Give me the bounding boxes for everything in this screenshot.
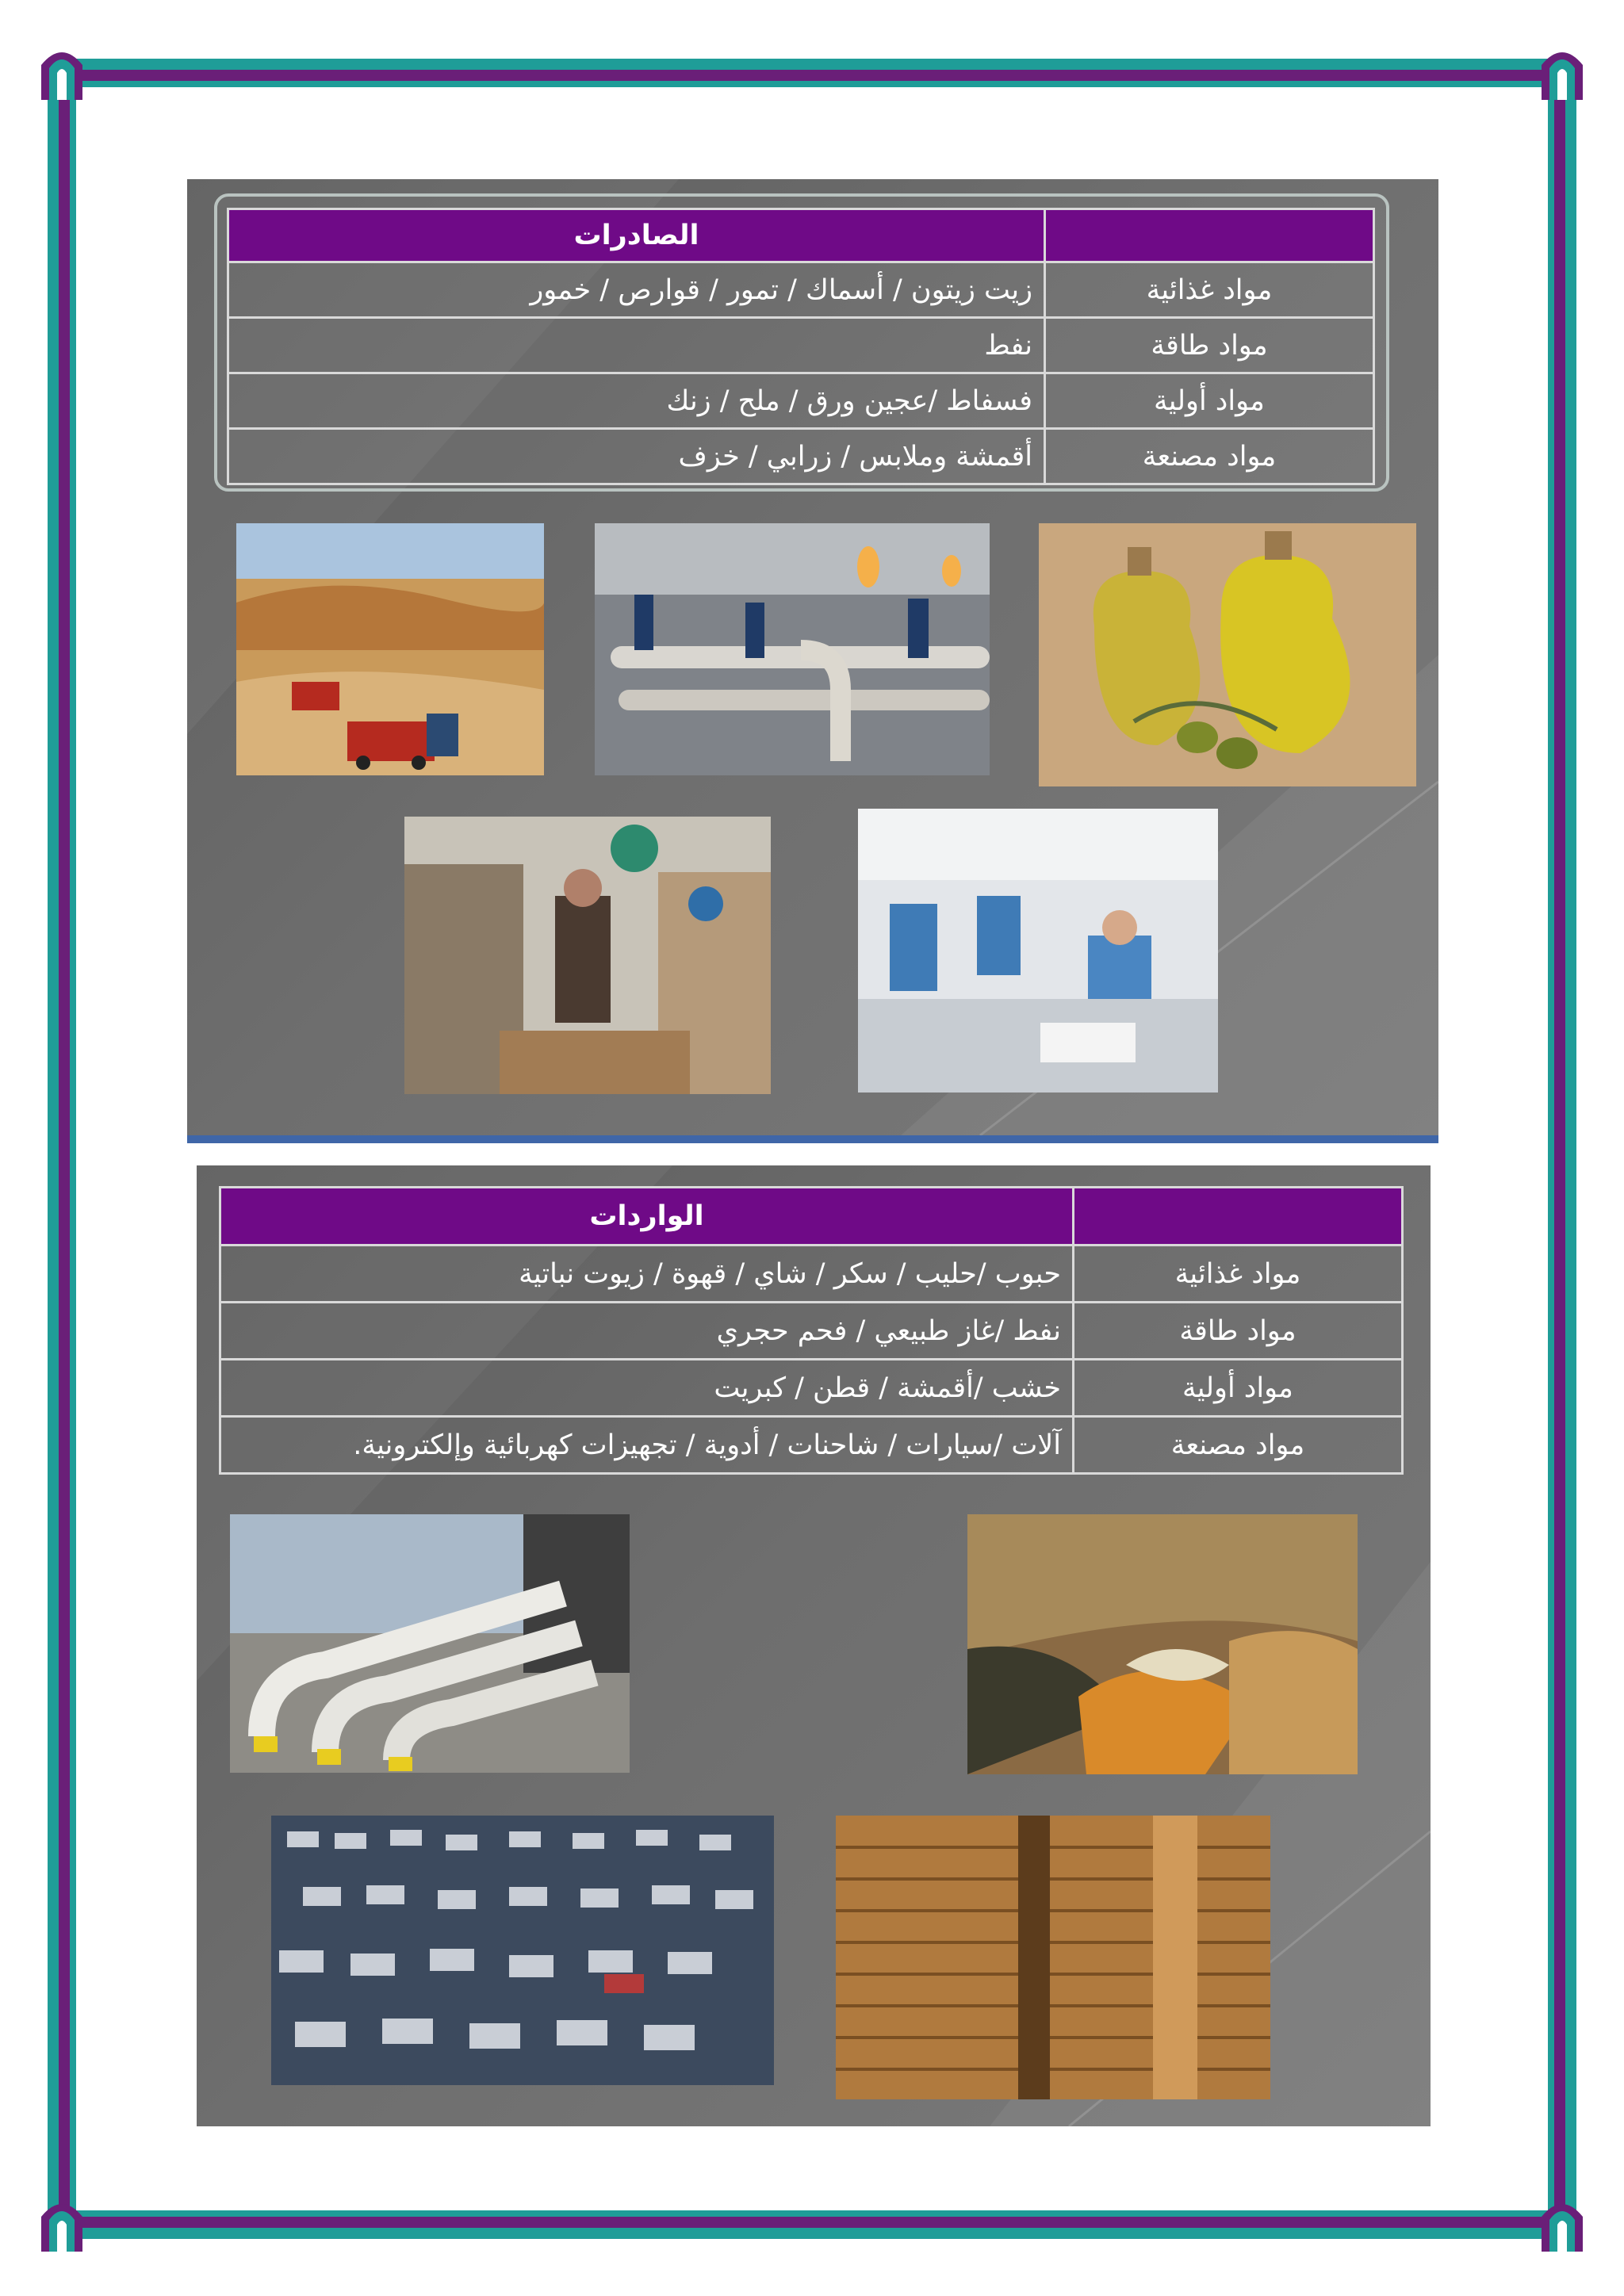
grains-photo (967, 1514, 1358, 1774)
table-row (220, 1417, 1403, 1474)
imports-category: مواد غذائية (1074, 1246, 1403, 1303)
imports-category: مواد طاقة (1074, 1303, 1403, 1360)
imports-items: نفط /غاز طبيعي / فحم حجري (220, 1303, 1074, 1360)
exports-category: مواد مصنعة (1045, 429, 1374, 484)
gas-pipeline-photo (230, 1514, 630, 1773)
corner-ornament-top-right (1538, 44, 1586, 100)
table-row (220, 1246, 1403, 1303)
oil-field-workers-photo (595, 523, 990, 775)
table-row (220, 1360, 1403, 1417)
pottery-artisan-photo (404, 817, 771, 1094)
imports-title: الواردات (220, 1188, 1074, 1246)
table-row (220, 1303, 1403, 1360)
table-row (228, 262, 1374, 318)
exports-items: أقمشة وملابس / زرابي / خزف (228, 429, 1045, 484)
imports-category: مواد مصنعة (1074, 1417, 1403, 1474)
olive-oil-photo (1039, 523, 1416, 786)
parked-cars-photo (271, 1816, 774, 2085)
corner-ornament-bottom-left (38, 2196, 86, 2252)
table-row (228, 373, 1374, 429)
imports-header-empty-cell (1074, 1188, 1403, 1246)
exports-title: الصادرات (228, 209, 1045, 262)
imports-table (219, 1186, 1404, 1475)
table-row (228, 429, 1374, 484)
exports-header-empty-cell (1045, 209, 1374, 262)
lumber-photo (836, 1816, 1270, 2099)
table-row (228, 318, 1374, 373)
imports-category: مواد أولية (1074, 1360, 1403, 1417)
corner-ornament-top-left (38, 44, 86, 100)
exports-items: نفط (228, 318, 1045, 373)
corner-ornament-bottom-right (1538, 2196, 1586, 2252)
imports-items: آلات /سيارات / شاحنات / أدوية / تجهيزات كهربائية وإلكترونية. (220, 1417, 1074, 1474)
textile-factory-photo (858, 809, 1218, 1093)
exports-category: مواد غذائية (1045, 262, 1374, 318)
exports-items: زيت زيتون / أسماك / تمور / قوارص / خمور (228, 262, 1045, 318)
exports-table (227, 208, 1375, 485)
exports-category: مواد أولية (1045, 373, 1374, 429)
phosphate-quarry-photo (236, 523, 544, 775)
exports-category: مواد طاقة (1045, 318, 1374, 373)
exports-items: فسفاط /عجين ورق / ملح / زنك (228, 373, 1045, 429)
imports-items: حبوب /حليب / سكر / شاي / قهوة / زيوت نباتية (220, 1246, 1074, 1303)
imports-items: خشب /أقمشة / قطن / كبريت (220, 1360, 1074, 1417)
